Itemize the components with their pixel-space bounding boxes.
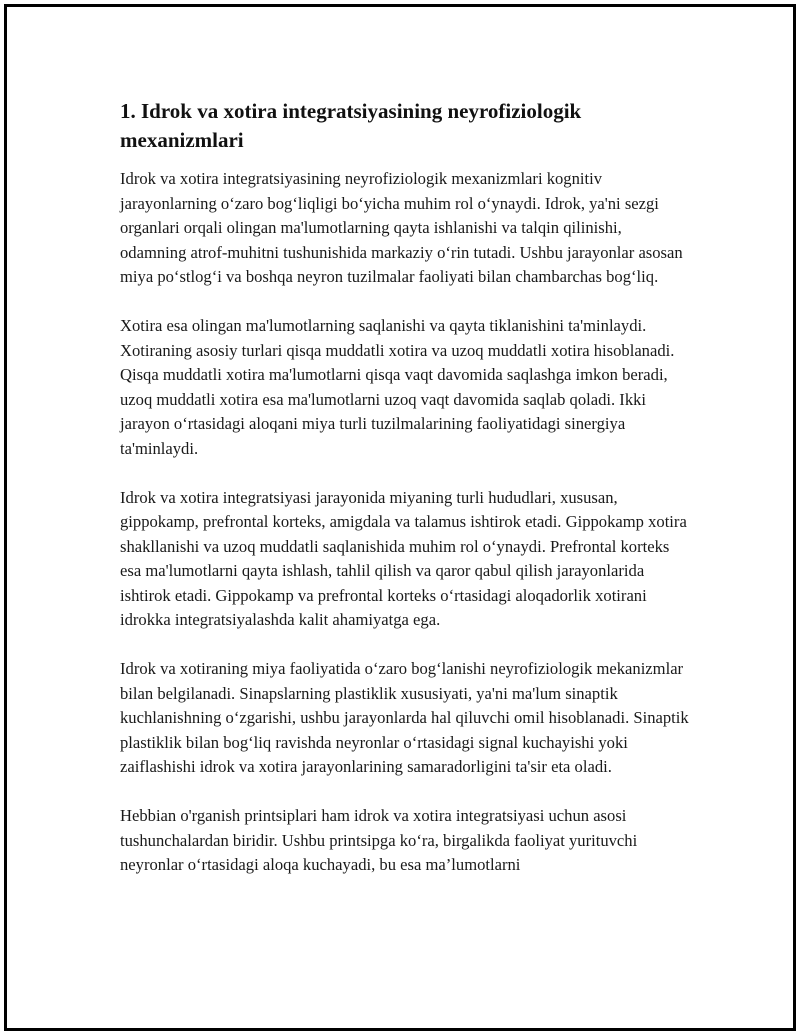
paragraph-2: Xotira esa olingan ma'lumotlarning saqlanishi va qayta tiklanishini ta'minlaydi. Xotiraning asosiy turlari qisqa muddatli xotira va uzoq muddatli xotira hisoblanadi. Qisqa muddatli xotira ma'lumotlarni qisqa vaqt davomida saqlashga imkon beradi, uzoq muddatli xotira esa ma'lumotlarni uzoq vaqt davomida saqlab qoladi. Ikki jarayon o‘rtasidagi aloqani miya turli tuzilmalarining faoliyatidagi sinergiya ta'minlaydi. xyxy=(120,316,675,458)
document-page xyxy=(4,4,796,1031)
section-heading: 1. Idrok va xotira integratsiyasining neyrofiziologik mexanizmlari xyxy=(120,99,582,152)
paragraph-5: Hebbian o'rganish printsiplari ham idrok va xotira integratsiyasi uchun asosi tushunchalardan biridir. Ushbu printsipga ko‘ra, birgalikda faoliyat yurituvchi neyronlar o‘rtasidagi aloqa kuchayadi, bu esa ma’lumotlarni xyxy=(120,806,638,874)
paragraph-4: Idrok va xotiraning miya faoliyatida o‘zaro bog‘lanishi neyrofiziologik mekanizmlar bilan belgilanadi. Sinapslarning plastiklik xususiyati, ya'ni ma'lum sinaptik kuchlanishning o‘zgarishi, ushbu jarayonlarda hal qiluvchi omil hisoblanadi. Sinaptik plastiklik bilan bog‘liq ravishda neyronlar o‘rtasidagi signal kuchayishi yoki zaiflashishi idrok va xotira jarayonlarining samaradorligini ta'sir eta oladi. xyxy=(120,659,689,776)
document-body xyxy=(120,97,690,902)
paragraph-1: Idrok va xotira integratsiyasining neyrofiziologik mexanizmlari kognitiv jarayonlarning o‘zaro bog‘liqligi bo‘yicha muhim rol o‘ynaydi. Idrok, ya'ni sezgi organlari orqali olingan ma'lumotlarning qayta ishlanishi va talqin qilinishi, odamning atrof-muhitni tushunishida markaziy o‘rin tutadi. Ushbu jarayonlar asosan miya po‘stlog‘i va boshqa neyron tuzilmalar faoliyati bilan chambarchas bog‘liq. xyxy=(120,169,683,286)
paragraph-3: Idrok va xotira integratsiyasi jarayonida miyaning turli hududlari, xususan, gippokamp, prefrontal korteks, amigdala va talamus ishtirok etadi. Gippokamp xotira shakllanishi va uzoq muddatli saqlanishida muhim rol o‘ynaydi. Prefrontal korteks esa ma'lumotlarni qayta ishlash, tahlil qilish va qaror qabul qilish jarayonlarida ishtirok etadi. Gippokamp va prefrontal korteks o‘rtasidagi aloqadorlik xotirani idrokka integratsiyalashda kalit ahamiyatga ega. xyxy=(120,487,687,629)
